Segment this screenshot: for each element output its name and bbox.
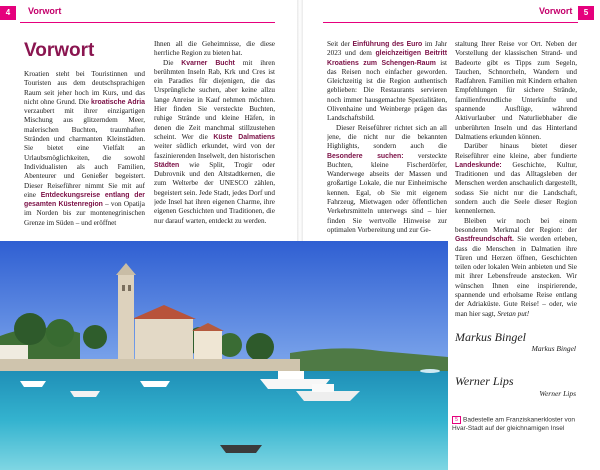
left-column-2 bbox=[154, 40, 275, 240]
emphasis: Landeskunde: bbox=[455, 161, 502, 169]
emphasis: Entdeckungsreise entlang der gesamten Küstenregion bbox=[24, 191, 145, 209]
paragraph bbox=[24, 70, 145, 228]
side-building bbox=[194, 331, 222, 359]
text-run: wie Split, Trogir oder Dubrovnik und den Altstadtkernen, die zum Welterbe der UNESCO zählen, begeistert sein. Jede Stadt, jedes Dorf und jede Insel hat ihren eigenen Charme, ihre eigenen Geschichten und Traditionen, die nur darauf warten, entdeckt zu werden. bbox=[154, 160, 275, 225]
author-name-werner: Werner Lips bbox=[539, 389, 576, 398]
text-run: staltung Ihrer Reise vor Ort. Neben der Vorstellung der klassischen Strand- und Badeorte gibt es Tipps zum Segeln, Tauchen, Schnorcheln, Wandern und Radfahren. Familien mit Kindern erhalten Empfehlungen für sichere Strände, familienfreundliche Unterkünfte und spannende Ausflüge, während Aktivurlauber und Naturliebhaber die unberührten Inseln und das Hinterland Dalmatiens erkunden können. bbox=[455, 40, 577, 141]
paragraph bbox=[327, 40, 447, 124]
header-rule-right bbox=[323, 22, 578, 23]
photo-hvar-monastery bbox=[0, 241, 448, 470]
text-run: Die bbox=[163, 58, 182, 67]
signature-werner: Werner Lips bbox=[455, 374, 514, 388]
running-head-left: Vorwort bbox=[28, 6, 62, 16]
text-run: Bleiben wir noch bei einem besonderen Merkmal der Region: der bbox=[455, 216, 577, 234]
photo-caption bbox=[452, 416, 592, 433]
boat-small bbox=[20, 381, 46, 387]
emphasis: Einführung des Euro bbox=[352, 41, 423, 48]
page-number-right: 5 bbox=[578, 6, 594, 20]
header-rule-left bbox=[20, 22, 275, 23]
photo-illustration bbox=[0, 241, 448, 470]
right-column-2 bbox=[455, 40, 577, 326]
paragraph bbox=[455, 40, 577, 142]
boat-cabin bbox=[312, 384, 334, 392]
emphasis: Küste Dalmatiens bbox=[213, 133, 275, 141]
stone-wall bbox=[0, 359, 300, 371]
emphasis: Städten bbox=[154, 161, 180, 169]
text-run: ist das Reisen noch einfacher geworden. Gleichzeitig ist die Region authentisch geblieben: Die Restaurants servieren noch immer hausgemachte Spezialitäten, Olivenhaine und Weinberge prägen das Landschaftsbild. bbox=[327, 58, 447, 123]
camera-icon: 5 bbox=[452, 416, 461, 424]
emphasis: Gastfreundschaft. bbox=[455, 236, 514, 244]
paragraph bbox=[327, 124, 447, 236]
emphasis: gleichzeitigen Beitritt Kroatiens zum Schengen-Raum bbox=[327, 50, 447, 67]
text-run: Darüber hinaus bietet dieser Reiseführer eine kleine, aber fundierte bbox=[455, 142, 577, 160]
boat-motor bbox=[296, 391, 360, 401]
boat-small bbox=[140, 381, 170, 387]
rowboat bbox=[220, 445, 262, 453]
text-run: im Jahr 2023 und dem bbox=[327, 40, 447, 58]
text-run: – von Opatija im Norden bis zur montenegrinischen Grenze im Süden – und eröffnet bbox=[24, 200, 145, 227]
tree bbox=[46, 319, 74, 347]
tree bbox=[83, 325, 107, 349]
tree bbox=[14, 313, 46, 345]
text-run: Kroatien steht bei Touristinnen und Touristen aus dem deutschsprachigen Raum seit jeher hoch im Kurs, und das nicht ohne Grund. Die bbox=[24, 70, 145, 106]
right-column-1 bbox=[327, 40, 447, 240]
text-run: Geschichte, Kultur, Traditionen und das Alltagsleben der Menschen werden anschaulich dargestellt, sodass Sie nicht nur die Landschaft, sondern auch die Seele dieser Region kennenlernen. bbox=[455, 160, 577, 216]
page-title: Vorwort bbox=[24, 40, 95, 61]
running-head-right: Vorwort bbox=[539, 6, 573, 16]
tree bbox=[246, 333, 274, 361]
boat-small bbox=[70, 391, 100, 397]
sea bbox=[0, 371, 448, 470]
text-run: versteckte Buchten, kleine Fischerdörfer, Wanderwege abseits der Massen und großartige Lokale, die nur Einheimische kennen. Egal, ob Sie mit eigenem Fahrzeug, Mietwagen oder öffentlichen Verkehrsmitteln unterwegs sind – hier finden Sie wertvolle Hinweise zur optimalen Vorbereitung und zur Ge- bbox=[327, 151, 447, 234]
tower-window bbox=[128, 285, 131, 291]
author-name-markus: Markus Bingel bbox=[531, 344, 576, 353]
text-run: Sie werden erleben, dass die Menschen in Dalmatien ihre Türen und Herzen öffnen, Geschichten teilen oder lokalen Wein anbieten und Sie mit ihrer Lebensfreude anstecken. Wir wünschen Ihnen eine inspirierende, spannende und erholsame Reise entlang der Adriaküste. Gute Reise! – oder, wie man hier sagt, bbox=[455, 235, 577, 318]
text-run: Sretan put! bbox=[497, 309, 530, 318]
paragraph bbox=[154, 59, 275, 226]
monastery-building bbox=[135, 319, 193, 359]
left-column-1 bbox=[24, 70, 145, 240]
emphasis: kroatische Adria bbox=[91, 98, 145, 106]
paragraph bbox=[154, 40, 275, 59]
tower-window bbox=[122, 285, 125, 291]
text-run: Seit der bbox=[327, 40, 353, 48]
text-run: verzaubert mit ihrer einzigartigen Mischung aus glitzerndem Meer, malerischen Buchten, traumhaften Stränden und charmanten Kleinstädten. Sie bietet eine Vielfalt an Urlaubsmöglichkeiten, die sowohl Individualisten als auch Familien, Abenteurer und Genießer begeistert. Dieser Reiseführer nimmt Sie mit auf eine bbox=[24, 107, 145, 199]
emphasis: Besondere suchen: bbox=[327, 152, 404, 160]
paragraph bbox=[455, 142, 577, 216]
text-run: weiter südlich erkundet, wird von der faszinierenden Inselwelt, den historischen bbox=[154, 142, 275, 160]
text-run: mit ihren berühmten Inseln Rab, Krk und Cres ist ein Paradies für diejenigen, die das Ursprüngliche suchen, aber keine allzu lange Anreise in Kauf nehmen möchten. Hier finden Sie versteckte Buchten, ruhige Strände und kleine Häfen, in denen die Zeit manchmal stillzustehen scheint. Wer die bbox=[154, 58, 275, 141]
bell-tower bbox=[118, 275, 134, 359]
page-number-left: 4 bbox=[0, 6, 16, 20]
distant-sail bbox=[420, 369, 440, 373]
signature-markus: Markus Bingel bbox=[455, 330, 526, 344]
text-run: Ihnen all die Geheimnisse, die diese herrliche Region zu bieten hat. bbox=[154, 40, 275, 58]
emphasis: Kvarner Bucht bbox=[181, 59, 235, 67]
photo-caption-text: Badestelle am Franziskanerkloster von Hvar-Stadt auf der gleichnamigen Insel bbox=[452, 416, 575, 432]
boat-cabin bbox=[278, 371, 304, 379]
text-run: Dieser Reiseführer richtet sich an all jene, die nicht nur die bekannten Highlights, sondern auch die bbox=[327, 123, 447, 151]
paragraph bbox=[455, 217, 577, 319]
